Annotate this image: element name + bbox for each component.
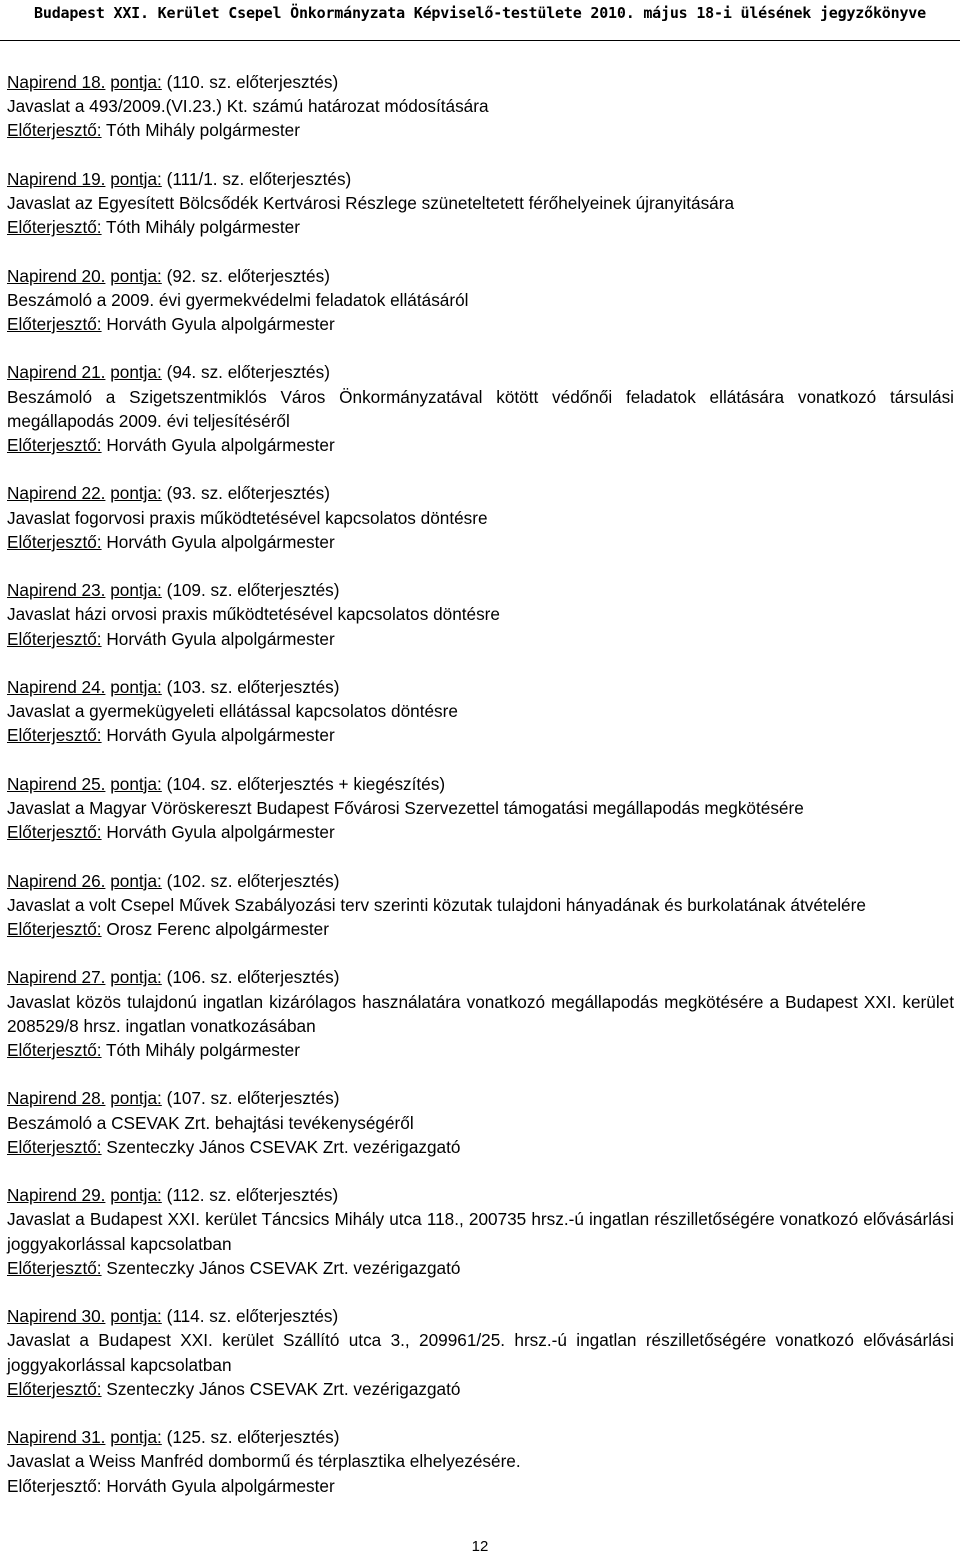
- presenter-name: Horváth Gyula alpolgármester: [106, 822, 335, 843]
- agenda-title: Beszámoló a CSEVAK Zrt. behajtási tevékenységéről: [7, 1112, 414, 1133]
- agenda-list: [7, 70, 954, 1522]
- pontja-label: pontja:: [110, 72, 162, 92]
- presenter-label: Előterjesztő:: [7, 120, 102, 141]
- page-header: [0, 0, 960, 41]
- agenda-title: Javaslat házi orvosi praxis működtetésével kapcsolatos döntésre: [7, 604, 500, 625]
- presenter-line: [7, 215, 954, 239]
- agenda-heading: [7, 578, 954, 602]
- presenter-label: Előterjesztő:: [7, 822, 102, 843]
- proposal-ref: (109. sz. előterjesztés): [166, 580, 340, 601]
- presenter-line: [7, 1038, 954, 1062]
- agenda-heading: [7, 869, 954, 893]
- page-number: 12: [471, 1538, 489, 1555]
- proposal-ref: (94. sz. előterjesztés): [166, 362, 330, 383]
- presenter-line: [7, 627, 954, 651]
- napirend-number: Napirend 22.: [7, 483, 106, 504]
- presenter-line: [7, 1256, 954, 1280]
- agenda-heading: [7, 1183, 954, 1207]
- presenter-label: Előterjesztő:: [7, 217, 102, 238]
- agenda-item-23: [7, 578, 954, 651]
- proposal-ref: (112. sz. előterjesztés): [166, 1185, 339, 1206]
- agenda-item-22: [7, 481, 954, 554]
- presenter-name: Orosz Ferenc alpolgármester: [106, 918, 329, 939]
- proposal-ref: (93. sz. előterjesztés): [166, 483, 330, 504]
- napirend-number: Napirend 30.: [7, 1306, 106, 1327]
- proposal-ref: (125. sz. előterjesztés): [166, 1427, 340, 1448]
- agenda-item-19: [7, 167, 954, 240]
- agenda-item-21: [7, 360, 954, 457]
- agenda-heading: [7, 264, 954, 288]
- pontja-label: pontja:: [110, 265, 162, 286]
- proposal-ref: (107. sz. előterjesztés): [166, 1088, 340, 1109]
- presenter-line: [7, 312, 954, 336]
- agenda-heading: [7, 167, 954, 191]
- agenda-heading: [7, 1086, 954, 1110]
- agenda-heading: [7, 360, 954, 384]
- napirend-number: Napirend 21.: [7, 362, 106, 383]
- presenter-line: [7, 1474, 954, 1498]
- agenda-heading: [7, 1425, 954, 1449]
- presenter-line: [7, 820, 954, 844]
- presenter-label: Előterjesztő:: [7, 531, 102, 552]
- presenter-label: Előterjesztő:: [7, 725, 102, 746]
- agenda-item-29: [7, 1183, 954, 1280]
- presenter-line: [7, 1135, 954, 1159]
- napirend-number: Napirend 23.: [7, 580, 106, 601]
- presenter-line: [7, 433, 954, 457]
- presenter-label: Előterjesztő:: [7, 1257, 102, 1278]
- presenter-label: Előterjesztő:: [7, 918, 102, 939]
- pontja-label: pontja:: [110, 1088, 162, 1109]
- napirend-number: Napirend 19.: [7, 168, 106, 189]
- proposal-ref: (104. sz. előterjesztés + kiegészítés): [166, 773, 446, 794]
- agenda-title: Javaslat a Budapest XXI. kerület Táncsics Mihály utca 118., 200735 hrsz.-ú ingatlan részilletőségére vonatkozó elővásárlási joggyakorlással kapcsolatban: [7, 1209, 954, 1254]
- presenter-label: Előterjesztő:: [7, 1475, 102, 1496]
- napirend-number: Napirend 24.: [7, 676, 106, 697]
- proposal-ref: (102. sz. előterjesztés): [166, 870, 340, 891]
- presenter-line: [7, 723, 954, 747]
- agenda-title: Javaslat fogorvosi praxis működtetésével kapcsolatos döntésre: [7, 507, 488, 528]
- proposal-ref: (114. sz. előterjesztés): [166, 1306, 339, 1327]
- agenda-item-30: [7, 1304, 954, 1401]
- presenter-line: [7, 118, 954, 142]
- agenda-heading: [7, 965, 954, 989]
- agenda-heading: [7, 1304, 954, 1328]
- pontja-label: pontja:: [110, 870, 162, 891]
- napirend-number: Napirend 27.: [7, 967, 106, 988]
- presenter-name: Szenteczky János CSEVAK Zrt. vezérigazgató: [106, 1257, 461, 1278]
- napirend-number: Napirend 25.: [7, 773, 106, 794]
- presenter-name: Tóth Mihály polgármester: [106, 120, 300, 141]
- pontja-label: pontja:: [110, 168, 162, 189]
- agenda-title: Javaslat a 493/2009.(VI.23.) Kt. számú határozat módosítására: [7, 96, 489, 117]
- header-title: Budapest XXI. Kerület Csepel Önkormányzata Képviselő-testülete 2010. május 18-i ülésének jegyzőkönyve: [34, 4, 926, 22]
- agenda-title: Javaslat a Budapest XXI. kerület Szállító utca 3., 209961/25. hrsz.-ú ingatlan részilletőségére vonatkozó elővásárlási joggyakorlással kapcsolatban: [7, 1330, 954, 1375]
- presenter-name: Horváth Gyula alpolgármester: [106, 725, 335, 746]
- presenter-label: Előterjesztő:: [7, 435, 102, 455]
- presenter-label: Előterjesztő:: [7, 1378, 102, 1399]
- agenda-heading: [7, 675, 954, 699]
- agenda-title: Javaslat az Egyesített Bölcsődék Kertvárosi Részlege szüneteltetett férőhelyeinek újranyitására: [7, 193, 735, 213]
- pontja-label: pontja:: [110, 483, 162, 504]
- presenter-label: Előterjesztő:: [7, 628, 102, 649]
- agenda-heading: [7, 70, 954, 94]
- pontja-label: pontja:: [110, 362, 162, 383]
- agenda-item-18: [7, 70, 954, 143]
- napirend-number: Napirend 18.: [7, 72, 106, 92]
- napirend-number: Napirend 28.: [7, 1088, 106, 1109]
- presenter-line: [7, 917, 954, 941]
- presenter-label: Előterjesztő:: [7, 1039, 102, 1060]
- proposal-ref: (103. sz. előterjesztés): [166, 676, 340, 697]
- pontja-label: pontja:: [110, 1306, 162, 1327]
- agenda-title: Javaslat a Magyar Vöröskereszt Budapest Fővárosi Szervezettel támogatási megállapodás megkötésére: [7, 797, 804, 818]
- presenter-name: Szenteczky János CSEVAK Zrt. vezérigazgató: [106, 1378, 461, 1399]
- napirend-number: Napirend 29.: [7, 1185, 106, 1206]
- napirend-number: Napirend 20.: [7, 265, 106, 286]
- agenda-item-28: [7, 1086, 954, 1159]
- presenter-line: [7, 1377, 954, 1401]
- proposal-ref: (106. sz. előterjesztés): [166, 967, 340, 988]
- agenda-title: Javaslat a volt Csepel Művek Szabályozási terv szerinti közutak tulajdoni hányadának és burkolatának átvételére: [7, 894, 866, 915]
- agenda-heading: [7, 481, 954, 505]
- presenter-line: [7, 530, 954, 554]
- pontja-label: pontja:: [110, 773, 162, 794]
- agenda-item-26: [7, 869, 954, 942]
- presenter-name: Horváth Gyula alpolgármester: [106, 314, 335, 334]
- agenda-title: Javaslat közös tulajdonú ingatlan kizárólagos használatára vonatkozó megállapodás megkötésére a Budapest XXI. kerület 208529/8 hrsz. ingatlan vonatkozásában: [7, 991, 954, 1036]
- pontja-label: pontja:: [110, 1427, 162, 1448]
- agenda-title: Beszámoló a Szigetszentmiklós Város Önkormányzatával kötött védőnői feladatok ellátására vonatkozó társulási megállapodás 2009. évi teljesítéséről: [7, 386, 954, 431]
- presenter-name: Horváth Gyula alpolgármester: [106, 1475, 335, 1496]
- agenda-item-31: [7, 1425, 954, 1498]
- proposal-ref: (110. sz. előterjesztés): [166, 72, 339, 92]
- proposal-ref: (111/1. sz. előterjesztés): [166, 168, 352, 189]
- presenter-label: Előterjesztő:: [7, 1136, 102, 1157]
- pontja-label: pontja:: [110, 580, 162, 601]
- presenter-name: Szenteczky János CSEVAK Zrt. vezérigazgató: [106, 1136, 461, 1157]
- presenter-label: Előterjesztő:: [7, 314, 102, 334]
- agenda-item-25: [7, 772, 954, 845]
- agenda-title: Javaslat a gyermekügyeleti ellátással kapcsolatos döntésre: [7, 701, 458, 722]
- agenda-item-24: [7, 675, 954, 748]
- pontja-label: pontja:: [110, 676, 162, 697]
- pontja-label: pontja:: [110, 1185, 162, 1206]
- agenda-title: Javaslat a Weiss Manfréd dombormű és térplasztika elhelyezésére.: [7, 1451, 521, 1472]
- presenter-name: Tóth Mihály polgármester: [106, 217, 300, 238]
- presenter-name: Horváth Gyula alpolgármester: [106, 435, 335, 455]
- agenda-item-27: [7, 965, 954, 1062]
- presenter-name: Tóth Mihály polgármester: [106, 1039, 300, 1060]
- agenda-heading: [7, 772, 954, 796]
- napirend-number: Napirend 26.: [7, 870, 106, 891]
- agenda-title: Beszámoló a 2009. évi gyermekvédelmi feladatok ellátásáról: [7, 289, 469, 310]
- presenter-name: Horváth Gyula alpolgármester: [106, 531, 335, 552]
- agenda-item-20: [7, 264, 954, 337]
- proposal-ref: (92. sz. előterjesztés): [166, 265, 330, 286]
- napirend-number: Napirend 31.: [7, 1427, 106, 1448]
- presenter-name: Horváth Gyula alpolgármester: [106, 628, 335, 649]
- pontja-label: pontja:: [110, 967, 162, 988]
